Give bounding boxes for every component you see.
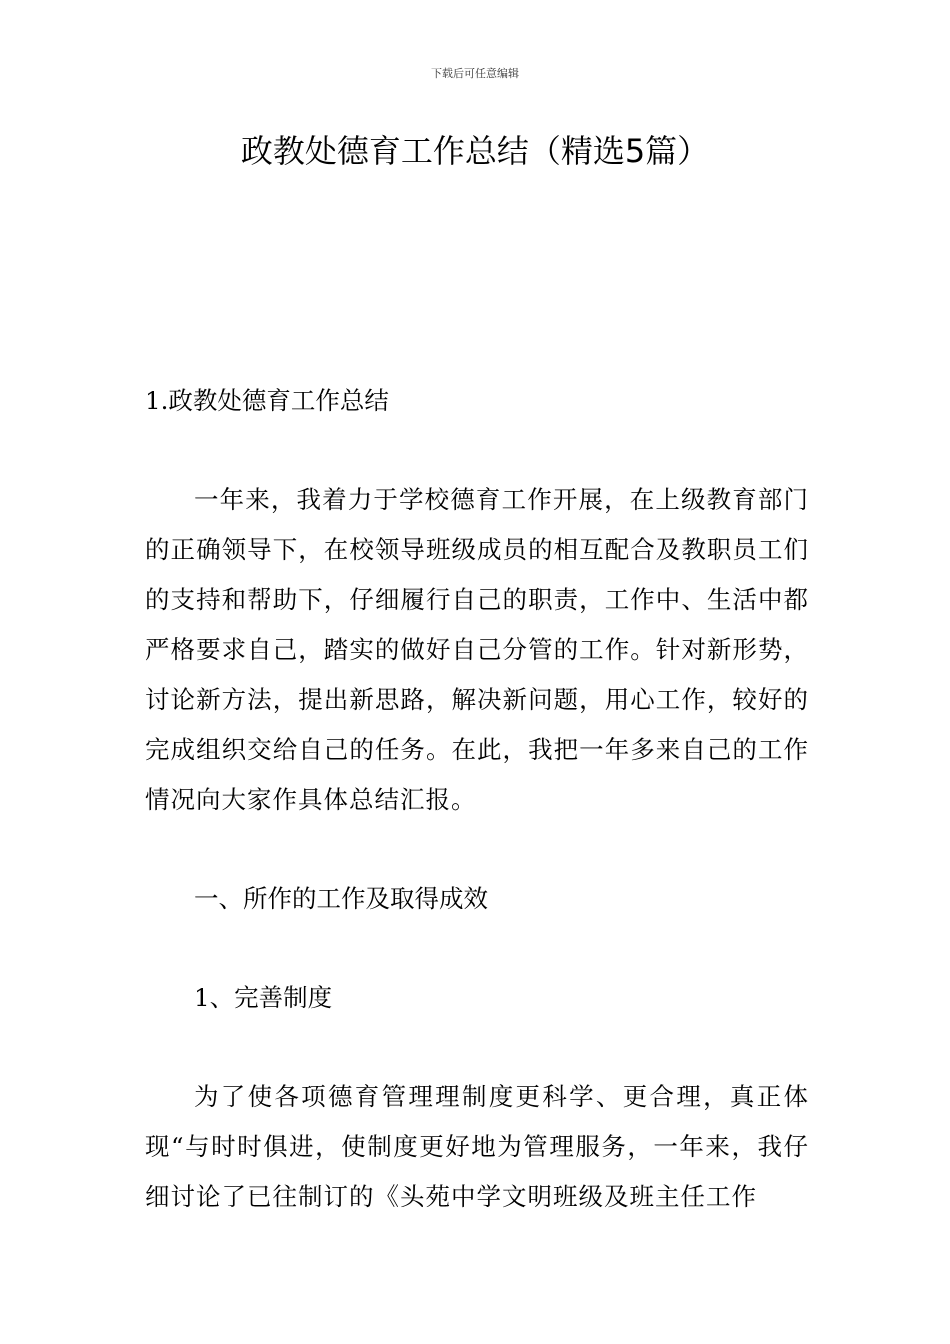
body-paragraph: 为了使各项德育管理理制度更科学、更合理，真正体现“与时时俱进，使制度更好地为管理服务，一年来，我仔细讨论了已往制订的《头苑中学文明班级及班主任工作: [145, 1082, 809, 1211]
body-paragraph: 一年来，我着力于学校德育工作开展，在上级教育部门的正确领导下，在校领导班级成员的相互配合及教职员工们的支持和帮助下，仔细履行自己的职责，工作中、生活中都严格要求自己，踏实的做好自己分管的工作。针对新形势，讨论新方法，提出新思路，解决新问题，用心工作，较好的完成组织交给自己的任务。在此，我把一年多来自己的工作情况向大家作具体总结汇报。: [145, 485, 809, 814]
document-title: 政教处德育工作总结（精选5篇）: [240, 132, 710, 170]
document-body: [145, 376, 809, 1271]
header-note: 下载后可任意编辑: [431, 67, 519, 80]
subsection-heading: 一、所作的工作及取得成效: [194, 884, 488, 913]
subsection-heading: 1、完善制度: [194, 983, 333, 1012]
section-heading: 1.政教处德育工作总结: [145, 386, 389, 415]
